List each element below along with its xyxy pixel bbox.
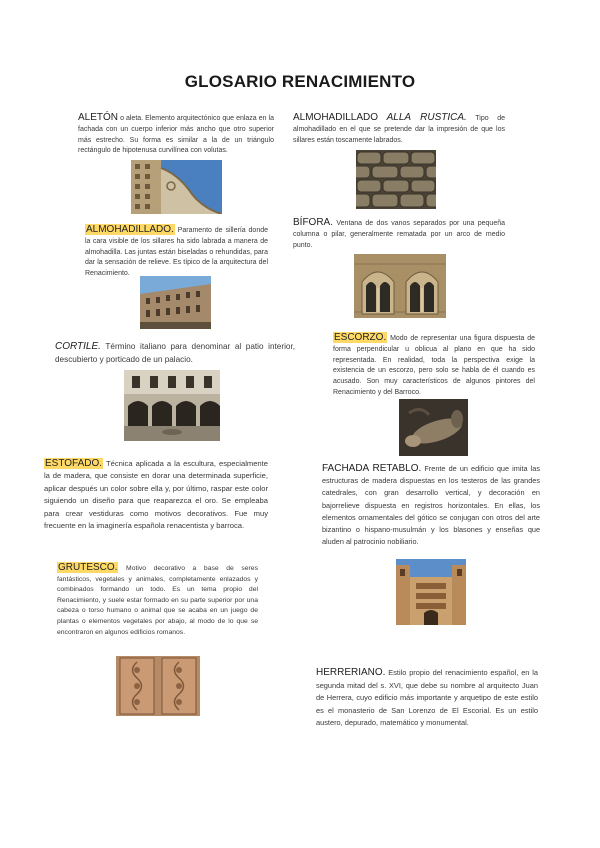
definition-fachada-retablo: Frente de un edificio que imita las estructuras de madera dispuestas en los testeros de las grandes catedrales, con gran desarrollo vertical, y decoración en bajorrelieve dispuesta en registros horizontales. En ellas, los elementos ornamentales del gótico se conjugan con otros del arte bizantino o hispano-musulmán y los blasones y enseñas que aluden al patrocinio nobiliario. xyxy=(322,464,541,547)
term-almohadillado-rustica: ALMOHADILLADO xyxy=(293,112,379,123)
definition-cortile: Término italiano para denominar al patio interior, descubierto y porticado de un palacio. xyxy=(55,342,295,364)
photo-aleton xyxy=(131,160,222,214)
term-estofado: ESTOFADO. xyxy=(45,458,103,469)
term-fachada-retablo: FACHADA RETABLO. xyxy=(322,463,422,474)
definition-almohadillado-rustica: Tipo de almohadillado en el que se pretende dar la impresión de que los sillares están toscamente labrados. xyxy=(293,115,506,144)
entry-aleton xyxy=(78,113,274,157)
entry-escorzo xyxy=(333,333,535,399)
entry-almohadillado-rustica xyxy=(293,113,505,146)
entry-almohadillado xyxy=(85,225,268,280)
term-almohadillado-rustica-italic: ALLA RUSTICA. xyxy=(386,112,467,123)
definition-aleton: o aleta. Elemento arquitectónico que enlaza en la fachada con un cuerpo inferior más ancho que otro superior más estrecho. Su forma es similar a la de un triángulo rectángulo de hipotenusa curvilínea con volutas. xyxy=(78,115,275,155)
photo-cortile xyxy=(124,370,220,441)
definition-grutesco: Motivo decorativo a base de seres fantásticos, vegetales y animales, completamente enlazados y combinados formando un todo. Es un tema propio del Renacimiento, y suele estar formado en su parte superior por una cabeza o torso humano o animal que se acaba en un juego de plantas o elementos vegetales por abajo, al modo de lo que se encontraron en algunos edificios romanos. xyxy=(57,565,258,636)
definition-estofado: Técnica aplicada a la escultura, especialmente la de madera, que consiste en dorar una determinada superficie, aplicar después un color sobre ella y, por último, raspar este color siguiendo un diseño para que reaparezca el oro. Se empleaba para crear vestiduras como motivos decorativos. Fue muy frecuente en la imaginería española renacentista y barroca. xyxy=(44,459,268,531)
term-bifora: BÍFORA. xyxy=(293,217,334,228)
term-cortile: CORTILE. xyxy=(55,341,101,352)
photo-fachada-retablo xyxy=(396,559,466,625)
term-escorzo: ESCORZO. xyxy=(334,332,387,343)
photo-almohadillado-rustica xyxy=(356,150,436,209)
page-title: GLOSARIO RENACIMIENTO xyxy=(184,72,416,91)
entry-bifora xyxy=(293,218,505,251)
term-grutesco: GRUTESCO. xyxy=(58,562,118,573)
entry-grutesco xyxy=(57,563,258,638)
entry-estofado xyxy=(44,458,268,532)
term-herreriano: HERRERIANO. xyxy=(316,667,386,678)
definition-almohadillado: Paramento de sillería donde la cara visible de los sillares ha sido labrada a manera de almohadilla. Las juntas están biseladas o rehundidas, para dar la sensación de relieve. Es típico de la arquitectura del Renacimiento. xyxy=(85,227,268,278)
entry-fachada-retablo xyxy=(322,463,540,548)
definition-herreriano: Estilo propio del renacimiento español, en la segunda mitad del s. XVI, que debe su nombre al arquitecto Juan de Herrera, cuyo edificio más importante y arquetipo de este estilo es el monasterio de San Lorenzo de El Escorial. Es un estilo austero, depurado, matemático y monumental. xyxy=(316,668,538,728)
photo-escorzo xyxy=(399,399,468,456)
photo-bifora xyxy=(354,254,446,318)
entry-herreriano xyxy=(316,667,538,730)
term-aleton: ALETÓN xyxy=(78,112,119,123)
photo-almohadillado xyxy=(140,276,211,329)
definition-escorzo: Modo de representar una figura dispuesta de forma perpendicular u oblicua al plano en que ha sido representada. En realidad, toda la perspectiva exige la existencia de un escorzo, pero solo se habla de él cuando es acusado. Son muy característicos de algunos pintores del Renacimiento y del Barroco. xyxy=(333,335,536,396)
entry-cortile xyxy=(55,341,295,366)
photo-grutesco xyxy=(116,656,200,716)
definition-bifora: Ventana de dos vanos separados por una pequeña columna o pilar, generalmente rematada por un arco de medio punto. xyxy=(293,220,506,249)
term-almohadillado: ALMOHADILLADO. xyxy=(86,224,174,235)
